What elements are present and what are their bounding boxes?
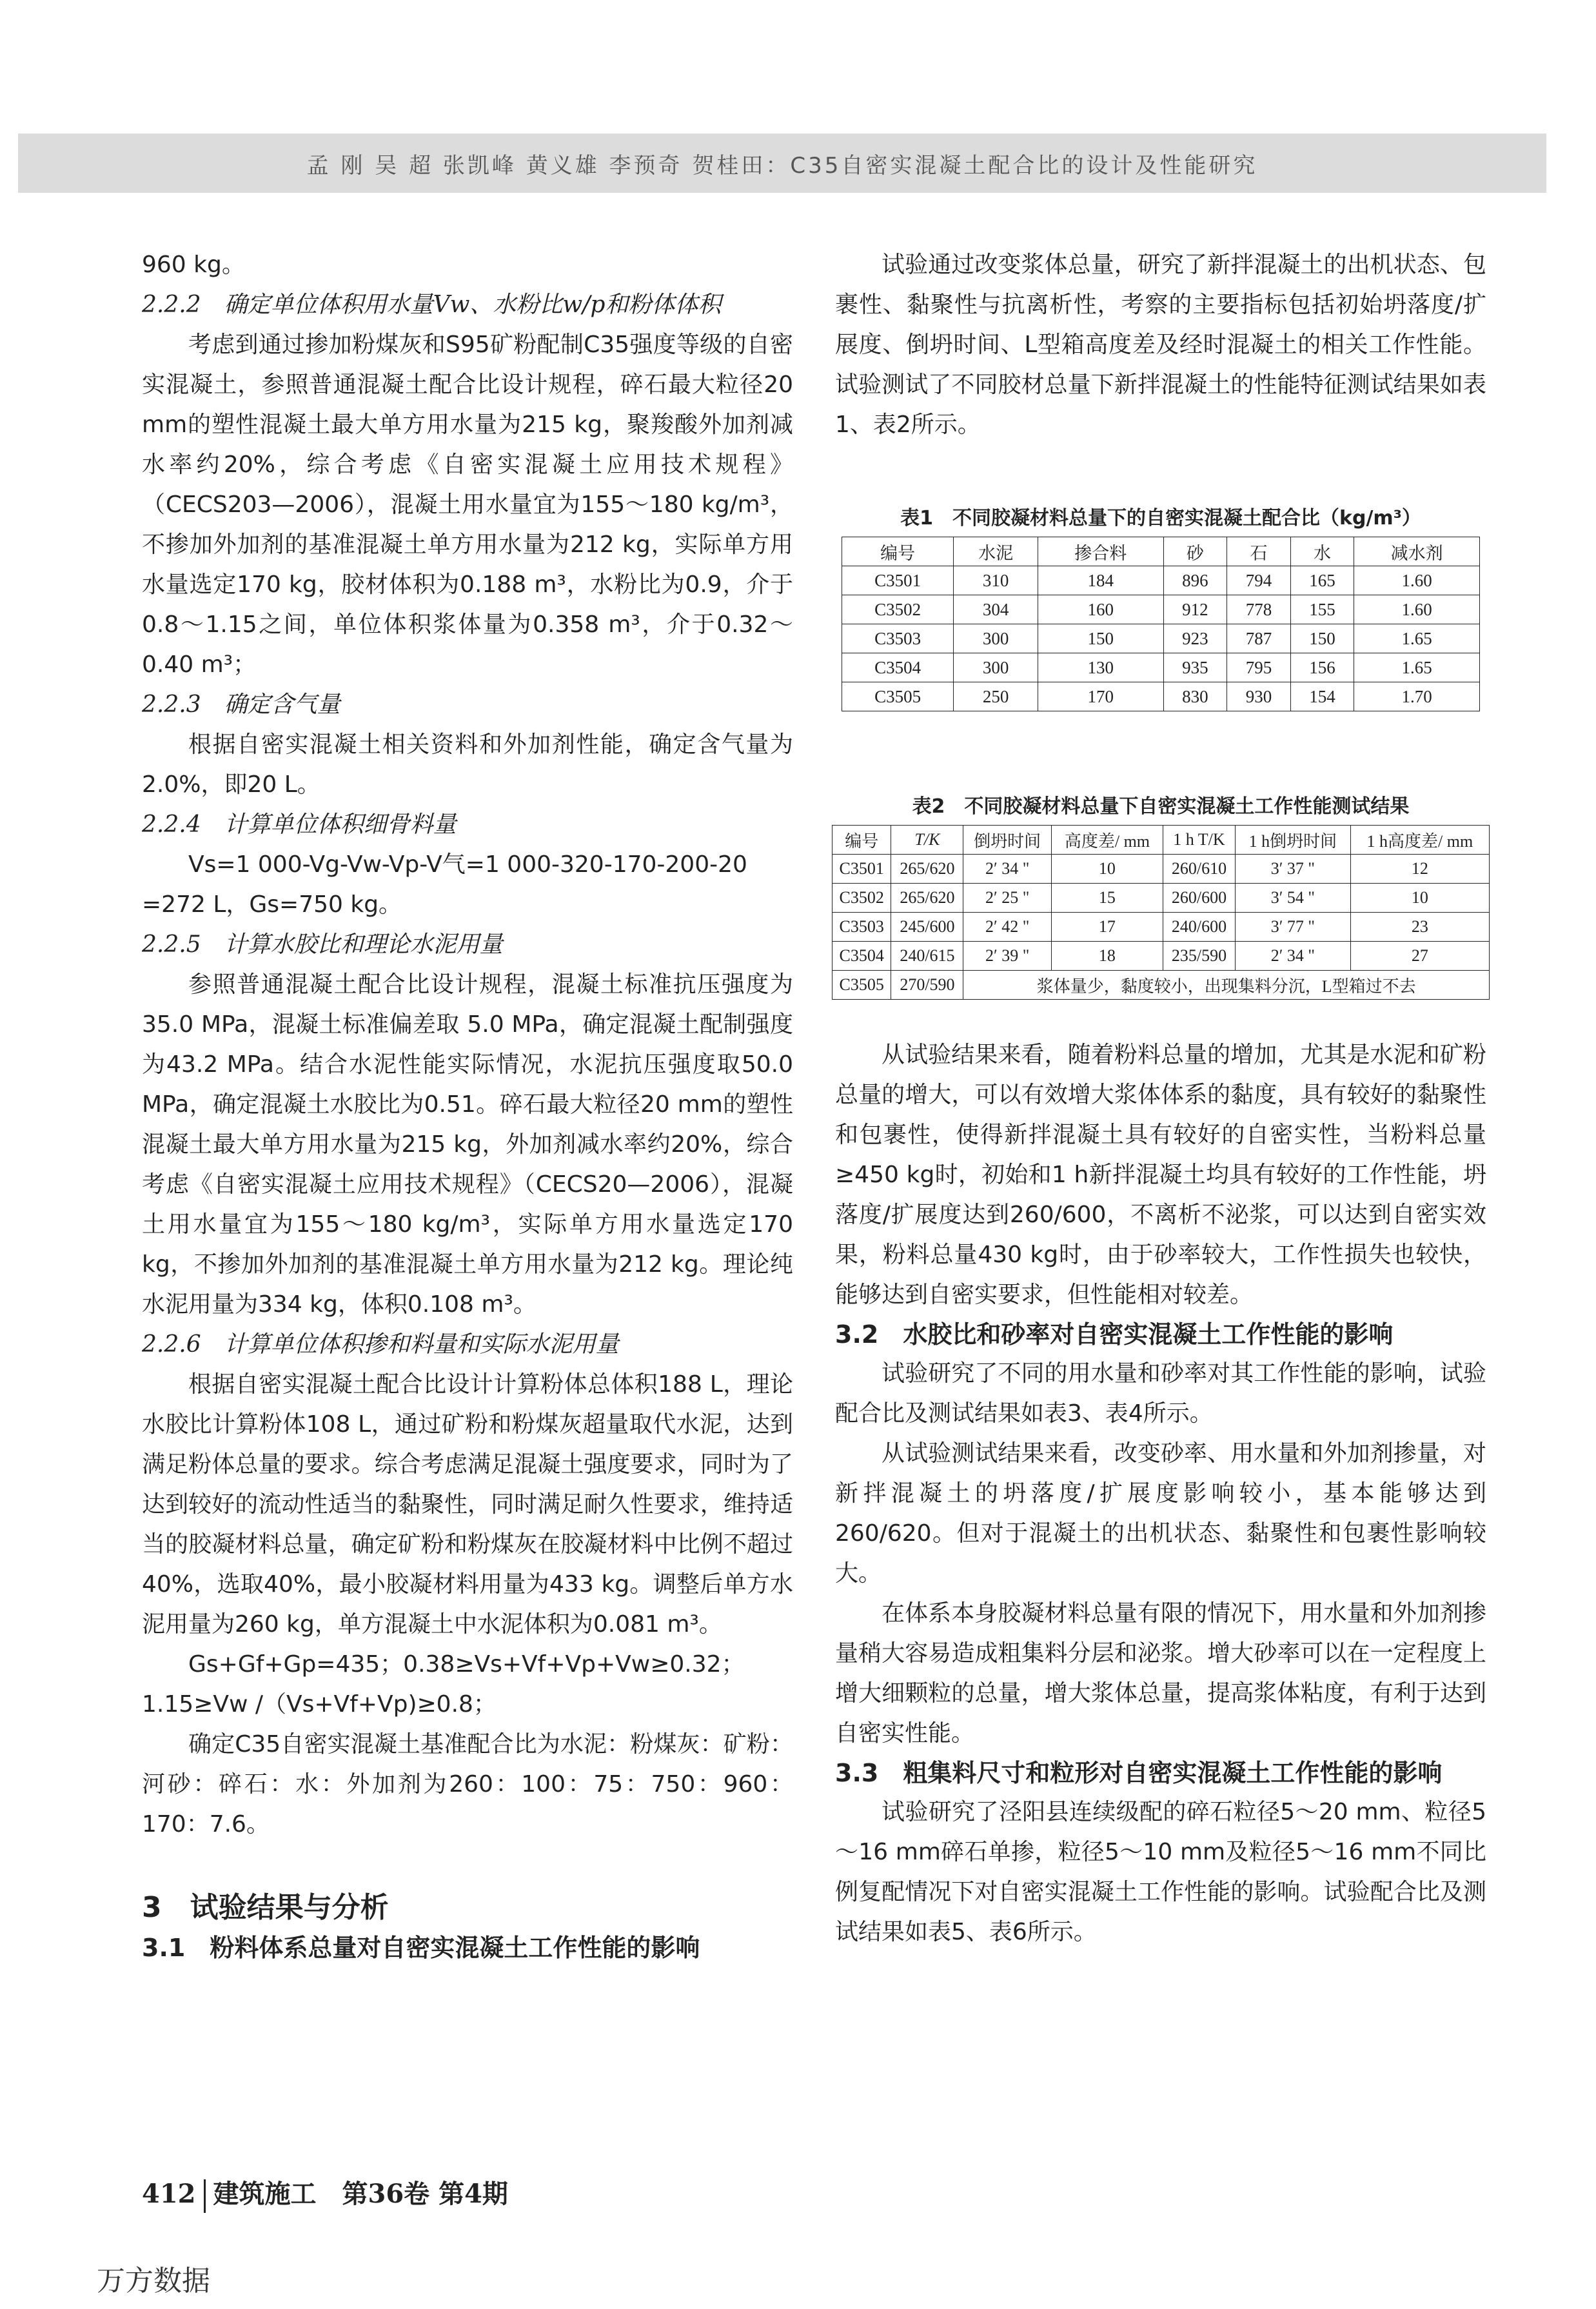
table-caption: 表1 不同胶凝材料总量下的自密实混凝土配合比（kg/m³） (900, 507, 1421, 530)
table-row (832, 971, 1490, 1000)
cell: 310 (954, 566, 1038, 595)
table-row (842, 653, 1480, 682)
cell: 1.60 (1354, 566, 1480, 595)
cell: 170 (1038, 682, 1163, 711)
cell: 10 (1051, 855, 1163, 884)
table-row (832, 913, 1490, 942)
cell: 154 (1290, 682, 1354, 711)
cell: 778 (1227, 595, 1291, 624)
cell: 3′ 77 " (1236, 913, 1351, 942)
paragraph: 确定C35自密实混凝土基准配合比为水泥：粉煤灰：矿粉：河砂：碎石：水：外加剂为260：100：75：750：960：170：7.6。 (142, 1731, 793, 1838)
cell: 155 (1290, 595, 1354, 624)
header-cell: 水泥 (954, 537, 1038, 566)
cell: 2′ 34 " (1236, 942, 1351, 971)
cell: 787 (1227, 624, 1291, 653)
page-number: 412 (142, 2179, 196, 2209)
cell: 160 (1038, 595, 1163, 624)
header-cell: 编号 (832, 826, 891, 855)
paragraph: 从试验测试结果来看，改变砂率、用水量和外加剂掺量，对新拌混凝土的坍落度/扩展度影响较小，基本能够达到260/620。但对于混凝土的出机状态、黏聚性和包裹性影响较大。 (835, 1440, 1486, 1587)
cell: 1.65 (1354, 624, 1480, 653)
cell: 260/610 (1163, 855, 1235, 884)
cell: 184 (1038, 566, 1163, 595)
cell: 930 (1227, 682, 1291, 711)
cell: 130 (1038, 653, 1163, 682)
cell: 795 (1227, 653, 1291, 682)
cell: 15 (1051, 884, 1163, 913)
table-row (832, 884, 1490, 913)
paragraph: 试验研究了不同的用水量和砂率对其工作性能的影响，试验配合比及测试结果如表3、表4所示。 (835, 1360, 1486, 1427)
section-subheading: 3.1 粉料体系总量对自密实混凝土工作性能的影响 (142, 1934, 700, 1962)
subsection-heading: 2.2.2 确定单位体积用水量Vw、水粉比w/p和粉体体积 (142, 292, 722, 318)
cell: 150 (1290, 624, 1354, 653)
cell: 27 (1350, 942, 1489, 971)
formula: Gs+Gf+Gp=435；0.38≥Vs+Vf+Vp+Vw≥0.32；1.15≥Vw /（Vs+Vf+Vp)≥0.8； (142, 1651, 745, 1718)
header-cell: 1 h T/K (1163, 826, 1235, 855)
table-row (842, 682, 1480, 711)
cell: C3502 (842, 595, 954, 624)
table-row (832, 855, 1490, 884)
cell: 912 (1163, 595, 1227, 624)
header-cell: 掺合料 (1038, 537, 1163, 566)
table-1-grid (842, 537, 1480, 711)
cell: 17 (1051, 913, 1163, 942)
cell: 10 (1350, 884, 1489, 913)
cell: 304 (954, 595, 1038, 624)
table-2 (832, 790, 1490, 1000)
cell: 165 (1290, 566, 1354, 595)
cell: 245/600 (891, 913, 963, 942)
cell: 235/590 (1163, 942, 1235, 971)
left-column (142, 245, 793, 1967)
cell: 3′ 54 " (1236, 884, 1351, 913)
header-cell: 砂 (1163, 537, 1227, 566)
cell: C3501 (832, 855, 891, 884)
running-header-text: 孟 刚 吴 超 张凯峰 黄义雄 李预奇 贺桂田：C35自密实混凝土配合比的设计及性能研究 (306, 153, 1258, 179)
cell: 923 (1163, 624, 1227, 653)
header-cell: 倒坍时间 (963, 826, 1051, 855)
subsection-heading: 2.2.6 计算单位体积掺和料量和实际水泥用量 (142, 1331, 619, 1358)
paragraph: 试验研究了泾阳县连续级配的碎石粒径5～20 mm、粒径5～16 mm碎石单掺，粒径5～10 mm及粒径5～16 mm不同比例复配情况下对自密实混凝土工作性能的影响。试验配合比及测试结果如表5、表6所示。 (835, 1799, 1486, 1945)
paragraph: 在体系本身胶凝材料总量有限的情况下，用水量和外加剂掺量稍大容易造成粗集料分层和泌浆。增大砂率可以在一定程度上增大细颗粒的总量，增大浆体总量，提高浆体粘度，有利于达到自密实性能。 (835, 1600, 1486, 1747)
cell: 896 (1163, 566, 1227, 595)
cell: C3504 (832, 942, 891, 971)
section-subheading: 3.3 粗集料尺寸和粒形对自密实混凝土工作性能的影响 (835, 1759, 1443, 1787)
page-footer (142, 2174, 508, 2213)
section-heading: 3 试验结果与分析 (142, 1891, 389, 1924)
header-cell: 水 (1290, 537, 1354, 566)
cell: 935 (1163, 653, 1227, 682)
header-cell: 减水剂 (1354, 537, 1480, 566)
paragraph: 根据自密实混凝土相关资料和外加剂性能，确定含气量为2.0%，即20 L。 (142, 731, 793, 798)
cell: C3501 (842, 566, 954, 595)
header-cell: 1 h倒坍时间 (1236, 826, 1351, 855)
paragraph: 根据自密实混凝土配合比设计计算粉体总体积188 L，理论水胶比计算粉体108 L，通过矿粉和粉煤灰超量取代水泥，达到满足粉体总量的要求。综合考虑满足混凝土强度要求，同时为了达到较好的流动性适当的黏聚性，同时满足耐久性要求，维持适当的胶凝材料总量，确定矿粉和粉煤灰在胶凝材料中比例不超过40%，选取40%，最小胶凝材料用量为433 kg。调整后单方水泥用量为260 kg，单方混凝土中水泥体积为0.081 m³。 (142, 1371, 793, 1638)
cell: C3505 (832, 971, 891, 1000)
cell: 2′ 25 " (963, 884, 1051, 913)
journal-info: 建筑施工 第36卷 第4期 (213, 2179, 508, 2209)
header-cell: T/K (891, 826, 963, 855)
cell: 150 (1038, 624, 1163, 653)
paragraph: 试验通过改变浆体总量，研究了新拌混凝土的出机状态、包裹性、黏聚性与抗离析性，考察的主要指标包括初始坍落度/扩展度、倒坍时间、L型箱高度差及经时混凝土的相关工作性能。试验测试了不同胶材总量下新拌混凝土的性能特征测试结果如表1、表2所示。 (835, 252, 1486, 438)
cell: 260/600 (1163, 884, 1235, 913)
cell: 830 (1163, 682, 1227, 711)
header-cell: 编号 (842, 537, 954, 566)
cell: 1.60 (1354, 595, 1480, 624)
cell: 2′ 39 " (963, 942, 1051, 971)
paragraph: 从试验结果来看，随着粉料总量的增加，尤其是水泥和矿粉总量的增大，可以有效增大浆体体系的黏度，具有较好的黏聚性和包裹性，使得新拌混凝土具有较好的自密实性，当粉料总量≥450 kg时，初始和1 h新拌混凝土均具有较好的工作性能，坍落度/扩展度达到260/600，不离析不泌浆，可以达到自密实效果，粉料总量430 kg时，由于砂率较大，工作性损失也较快，能够达到自密实要求，但性能相对较差。 (835, 1042, 1486, 1308)
cell: C3503 (842, 624, 954, 653)
cell: C3502 (832, 884, 891, 913)
cell: C3503 (832, 913, 891, 942)
header-cell: 高度差/ mm (1051, 826, 1163, 855)
table-header-row (842, 537, 1480, 566)
cell: 18 (1051, 942, 1163, 971)
cell: 240/615 (891, 942, 963, 971)
table-row (842, 566, 1480, 595)
header-cell: 1 h高度差/ mm (1350, 826, 1489, 855)
subsection-heading: 2.2.4 计算单位体积细骨料量 (142, 811, 457, 838)
table-row (842, 624, 1480, 653)
cell: 156 (1290, 653, 1354, 682)
cell: 1.65 (1354, 653, 1480, 682)
watermark: 万方数据 (97, 2264, 210, 2297)
cell: 265/620 (891, 884, 963, 913)
subsection-heading: 2.2.3 确定含气量 (142, 691, 340, 718)
cell: C3505 (842, 682, 954, 711)
cell: 250 (954, 682, 1038, 711)
cell: 794 (1227, 566, 1291, 595)
formula: Vs=1 000-Vg-Vw-Vp-V气=1 000-320-170-200-20 =272 L，Gs=750 kg。 (142, 851, 747, 918)
paragraph: 考虑到通过掺加粉煤灰和S95矿粉配制C35强度等级的自密实混凝土，参照普通混凝土配合比设计规程，碎石最大粒径20 mm的塑性混凝土最大单方用水量为215 kg，聚羧酸外加剂减水率约20%，综合考虑《自密实混凝土应用技术规程》（CECS203—2006），混凝土用水量宜为155～180 kg/m³，不掺加外加剂的基准混凝土单方用水量为212 kg，实际单方用水量选定170 kg，胶材体积为0.188 m³，水粉比为0.9，介于0.8～1.15之间，单位体积浆体量为0.358 m³，介于0.32～0.40 m³； (142, 332, 793, 678)
cell: 265/620 (891, 855, 963, 884)
header-cell: 石 (1227, 537, 1291, 566)
section-subheading: 3.2 水胶比和砂率对自密实混凝土工作性能的影响 (835, 1320, 1394, 1349)
running-header (18, 134, 1546, 193)
paragraph: 参照普通混凝土配合比设计规程，混凝土标准抗压强度为35.0 MPa，混凝土标准偏差取 5.0 MPa，确定混凝土配制强度为43.2 MPa。结合水泥性能实际情况，水泥抗压强度取50.0 MPa，确定混凝土水胶比为0.51。碎石最大粒径20 mm的塑性混凝土最大单方用水量为215 kg，外加剂减水率约20%，综合考虑《自密实混凝土应用技术规程》（CECS20—2006），混凝土用水量宜为155～180 kg/m³，实际单方用水量选定170 kg，不掺加外加剂的基准混凝土单方用水量为212 kg。理论纯水泥用量为334 kg，体积0.108 m³。 (142, 971, 793, 1318)
cell: 240/600 (1163, 913, 1235, 942)
cell: 1.70 (1354, 682, 1480, 711)
cell: 300 (954, 653, 1038, 682)
cell: 12 (1350, 855, 1489, 884)
subsection-heading: 2.2.5 计算水胶比和理论水泥用量 (142, 931, 503, 958)
table-header-row (832, 826, 1490, 855)
cell: 270/590 (891, 971, 963, 1000)
cell-note: 浆体量少，黏度较小，出现集料分沉，L型箱过不去 (963, 971, 1490, 1000)
cell: 23 (1350, 913, 1489, 942)
cell: 2′ 42 " (963, 913, 1051, 942)
paragraph: 960 kg。 (142, 252, 245, 278)
table-row (832, 942, 1490, 971)
cell: 300 (954, 624, 1038, 653)
table-1 (842, 502, 1480, 711)
table-caption: 表2 不同胶凝材料总量下自密实混凝土工作性能测试结果 (912, 795, 1410, 818)
table-2-grid (832, 825, 1490, 1000)
cell: C3504 (842, 653, 954, 682)
footer-divider (204, 2179, 206, 2213)
table-row (842, 595, 1480, 624)
cell: 2′ 34 " (963, 855, 1051, 884)
cell: 3′ 37 " (1236, 855, 1351, 884)
